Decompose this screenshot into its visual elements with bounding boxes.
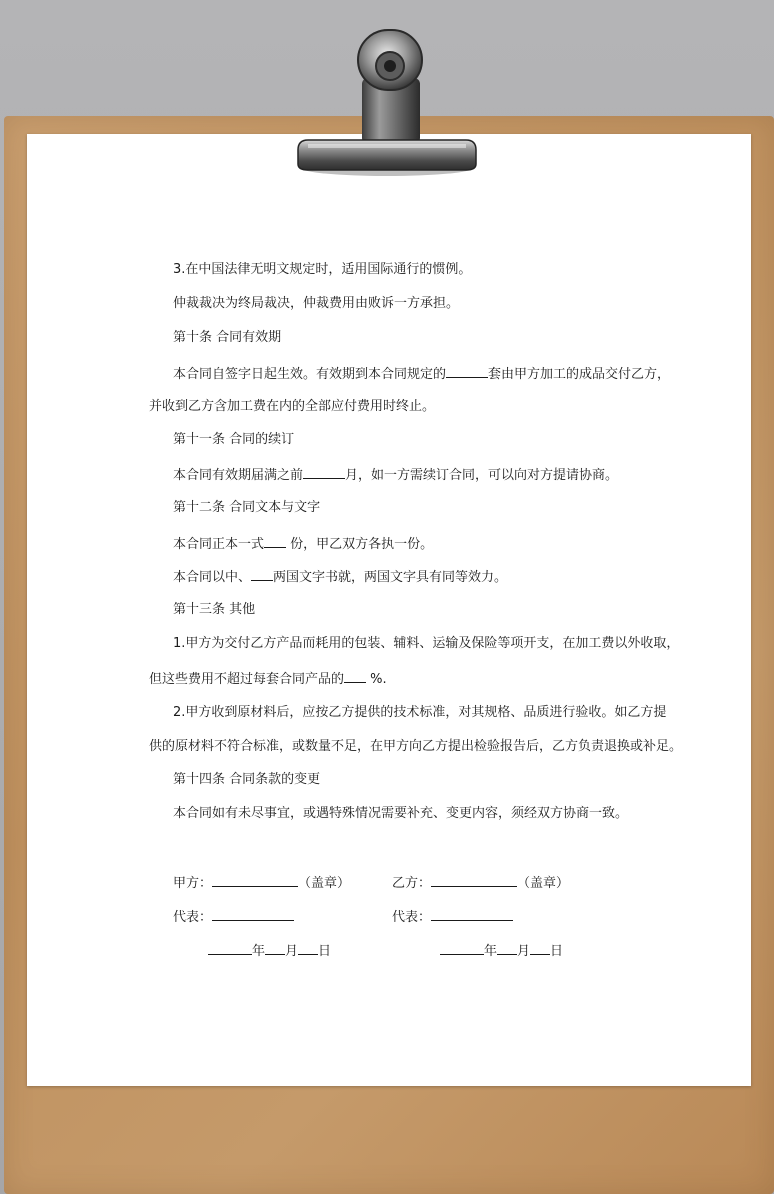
fill-blank	[251, 568, 273, 581]
heading-article-13: 第十三条 其他	[173, 602, 256, 617]
text-segment: 份，甲乙双方各执一份。	[286, 537, 434, 552]
paragraph-article-12b	[173, 568, 507, 586]
fill-blank	[344, 670, 366, 683]
seal-label: （盖章）	[517, 876, 570, 891]
paragraph-article-13c: 2.甲方收到原材料后，应按乙方提供的技术标准，对其规格、品质进行验收。如乙方提	[173, 705, 667, 720]
party-a-date	[208, 942, 331, 960]
rep-blank	[212, 908, 294, 921]
year-label: 年	[252, 944, 266, 959]
party-b-date	[440, 942, 563, 960]
month-blank	[497, 942, 517, 955]
text-segment: 本合同正本一式	[173, 537, 265, 552]
paragraph-arbitration-final: 仲裁裁决为终局裁决，仲裁费用由败诉一方承担。	[173, 296, 460, 311]
paragraph-article-14: 本合同如有未尽事宜，或遇特殊情况需要补充、变更内容，须经双方协商一致。	[173, 806, 629, 821]
binder-clip-icon	[294, 28, 480, 178]
year-blank	[440, 942, 484, 955]
day-label: 日	[550, 944, 564, 959]
month-label: 月	[285, 944, 299, 959]
heading-article-11: 第十一条 合同的续订	[173, 432, 295, 447]
heading-article-10: 第十条 合同有效期	[173, 330, 282, 345]
party-b-representative	[392, 908, 513, 926]
text-segment: 本合同以中、	[173, 570, 252, 585]
paragraph-arbitration-law: 3.在中国法律无明文规定时，适用国际通行的惯例。	[173, 262, 472, 277]
paragraph-article-13a: 1.甲方为交付乙方产品而耗用的包装、辅料、运输及保险等项开支，在加工费以外收取，	[173, 636, 680, 651]
month-blank	[265, 942, 285, 955]
rep-label: 代表：	[173, 910, 213, 925]
text-segment: 套由甲方加工的成品交付乙方，	[488, 367, 671, 382]
paragraph-article-13d: 供的原材料不符合标准，或数量不足，在甲方向乙方提出检验报告后，乙方负责退换或补足。	[149, 739, 683, 754]
seal-label: （盖章）	[298, 876, 351, 891]
text-segment: 月，如一方需续订合同，可以向对方提请协商。	[345, 468, 619, 483]
paragraph-article-10b: 并收到乙方含加工费在内的全部应付费用时终止。	[149, 399, 436, 414]
paragraph-article-12a	[173, 535, 433, 553]
text-segment: 本合同有效期届满之前	[173, 468, 304, 483]
fill-blank	[303, 466, 345, 479]
party-a-signature	[173, 874, 350, 892]
day-blank	[530, 942, 550, 955]
party-b-signature	[392, 874, 569, 892]
month-label: 月	[517, 944, 531, 959]
rep-blank	[431, 908, 513, 921]
text-segment: %.	[366, 672, 387, 687]
fill-blank	[446, 365, 488, 378]
heading-article-12: 第十二条 合同文本与文字	[173, 500, 321, 515]
year-label: 年	[484, 944, 498, 959]
day-blank	[298, 942, 318, 955]
rep-label: 代表：	[392, 910, 432, 925]
text-segment: 两国文字书就，两国文字具有同等效力。	[273, 570, 508, 585]
year-blank	[208, 942, 252, 955]
party-a-blank	[212, 874, 298, 887]
day-label: 日	[318, 944, 332, 959]
fill-blank	[264, 535, 286, 548]
heading-article-14: 第十四条 合同条款的变更	[173, 772, 321, 787]
paragraph-article-11	[173, 466, 618, 484]
paragraph-article-13b	[149, 670, 387, 688]
text-segment: 本合同自签字日起生效。有效期到本合同规定的	[173, 367, 447, 382]
party-a-label: 甲方：	[173, 876, 213, 891]
party-b-label: 乙方：	[392, 876, 432, 891]
party-a-representative	[173, 908, 294, 926]
paragraph-article-10a	[173, 365, 670, 383]
party-b-blank	[431, 874, 517, 887]
text-segment: 但这些费用不超过每套合同产品的	[149, 672, 345, 687]
